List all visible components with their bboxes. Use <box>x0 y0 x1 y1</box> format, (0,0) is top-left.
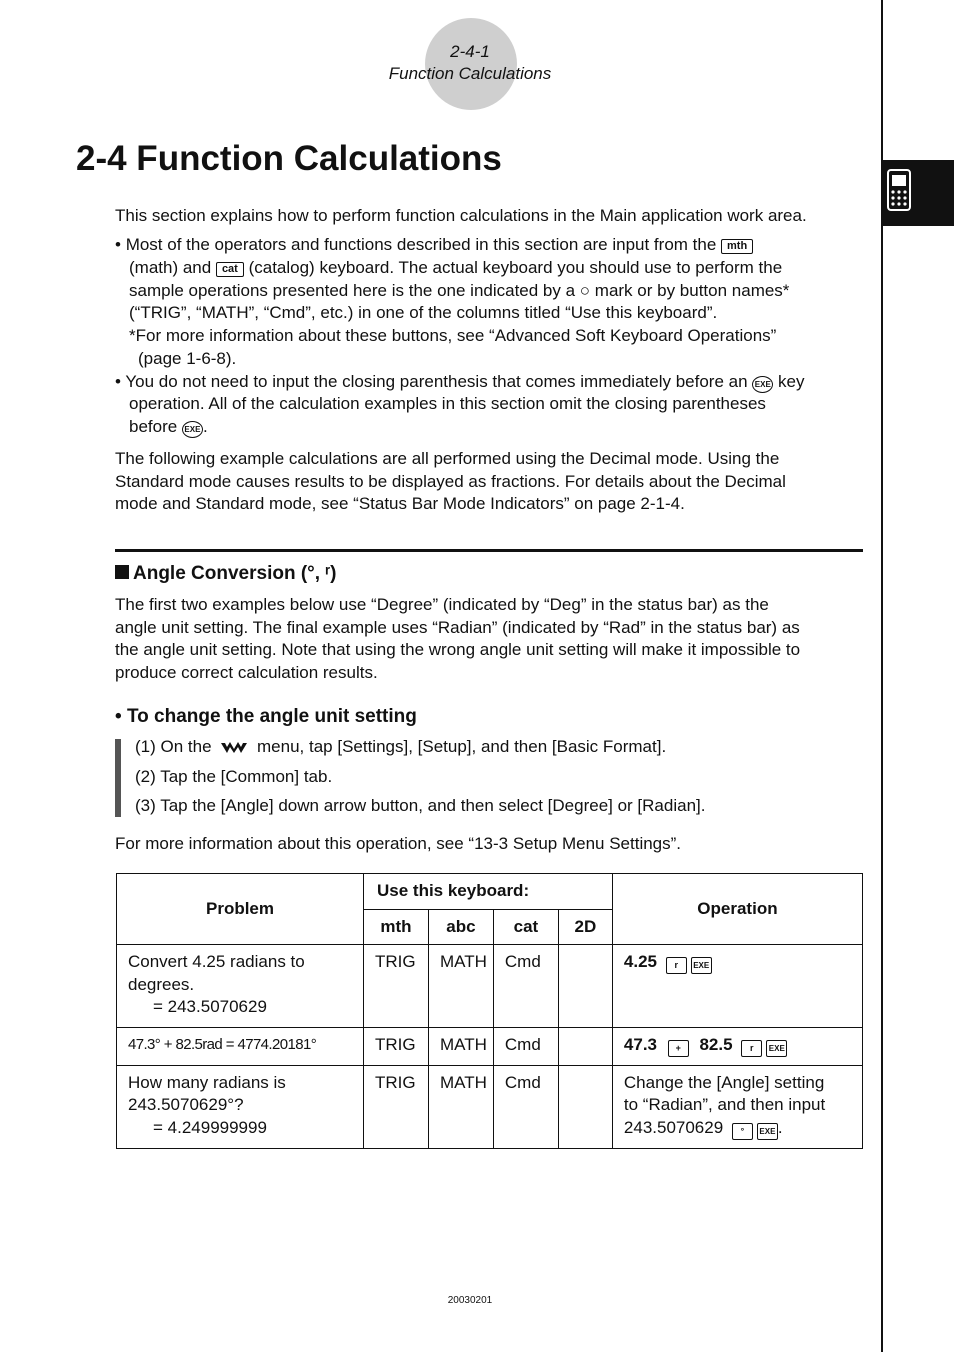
page-title: 2-4 Function Calculations <box>76 139 502 178</box>
footnote-line2: (page 1-6-8). <box>138 349 237 368</box>
radian-key-icon: r <box>741 1040 762 1057</box>
bullet-1-line4: (“TRIG”, “MATH”, “Cmd”, etc.) in one of the columns titled “Use this keyboard”. <box>129 303 718 322</box>
footnote-line1: *For more information about these buttons, see “Advanced Soft Keyboard Operations” <box>129 326 777 345</box>
operation-cell: 47.3 + 82.5 r EXE <box>612 1027 862 1065</box>
step-2: (2) Tap the [Common] tab. <box>135 767 333 786</box>
step-1: (1) On the menu, tap [Settings], [Setup], and then [Basic Format]. <box>135 737 667 756</box>
abc-cell: MATH <box>429 945 494 1028</box>
mth-cell: TRIG <box>364 1065 429 1148</box>
exe-key-icon: EXE <box>182 421 203 438</box>
cat-key-icon: cat <box>216 262 244 277</box>
table-row <box>117 1065 863 1148</box>
intro-text: This section explains how to perform function calculations in the Main application work area. <box>115 206 807 225</box>
header-abc: abc <box>429 909 494 945</box>
para2-line1: The following example calculations are all performed using the Decimal mode. Using the <box>115 449 780 468</box>
operation-cell: Change the [Angle] setting to “Radian”, and then input 243.5070629 ° EXE . <box>612 1065 862 1148</box>
calculator-icon <box>886 168 914 214</box>
2d-cell <box>558 945 612 1028</box>
bullet-dot-icon: • <box>115 706 122 727</box>
header-section: Function Calculations <box>388 64 552 83</box>
mth-key-icon: mth <box>721 239 753 254</box>
header-page-number: 2-4-1 <box>450 42 490 61</box>
more-info-text: For more information about this operation, see “13-3 Setup Menu Settings”. <box>115 834 682 853</box>
main-menu-icon <box>220 741 248 755</box>
table-header-row <box>117 874 863 910</box>
exe-key-icon: EXE <box>691 957 712 974</box>
plus-key-icon: + <box>668 1040 689 1057</box>
2d-cell <box>558 1065 612 1148</box>
header-problem: Problem <box>117 874 364 945</box>
exe-key-icon: EXE <box>766 1040 787 1057</box>
angle-body-line2: angle unit setting. The final example uses “Radian” (indicated by “Rad” in the status bar) as <box>115 618 800 637</box>
abc-cell: MATH <box>429 1027 494 1065</box>
2d-cell <box>558 1027 612 1065</box>
exe-key-icon: EXE <box>757 1123 778 1140</box>
table-row <box>117 1027 863 1065</box>
bullet-2-line3: before EXE . <box>129 417 208 436</box>
mth-cell: TRIG <box>364 945 429 1028</box>
black-square-icon <box>115 565 129 579</box>
header-mth: mth <box>364 909 429 945</box>
mth-cell: TRIG <box>364 1027 429 1065</box>
example-table <box>116 873 863 1149</box>
angle-body-line4: produce correct calculation results. <box>115 663 378 682</box>
section-divider <box>115 549 863 552</box>
table-row <box>117 945 863 1028</box>
problem-cell: How many radians is 243.5070629°? = 4.249999999 <box>117 1065 364 1148</box>
angle-body-line3: the angle unit setting. Note that using the wrong angle unit setting will make it impossible to <box>115 640 801 659</box>
para2-line2: Standard mode causes results to be displayed as fractions. For details about the Decimal <box>115 472 786 491</box>
cat-cell: Cmd <box>493 1065 558 1148</box>
cat-cell: Cmd <box>493 945 558 1028</box>
footer-code: 20030201 <box>447 1295 493 1306</box>
angle-body-line1: The first two examples below use “Degree” (indicated by “Deg” in the status bar) as the <box>115 595 769 614</box>
bullet-2: • You do not need to input the closing parenthesis that comes immediately before an EXE key <box>115 372 805 391</box>
bullet-1: • Most of the operators and functions described in this section are input from the mth <box>115 234 753 257</box>
para2-line3: mode and Standard mode, see “Status Bar Mode Indicators” on page 2-1-4. <box>115 494 685 513</box>
exe-key-icon: EXE <box>752 376 773 393</box>
procedure-heading: • To change the angle unit setting <box>115 706 417 727</box>
bullet-1-line2: (math) and cat (catalog) keyboard. The actual keyboard you should use to perform the <box>129 258 783 277</box>
header-operation: Operation <box>612 874 862 945</box>
bullet-2-line2: operation. All of the calculation examples in this section omit the closing parentheses <box>129 394 766 413</box>
section-heading: Angle Conversion (°, ʳ) <box>115 563 336 585</box>
problem-cell: Convert 4.25 radians to degrees. = 243.5070629 <box>117 945 364 1028</box>
abc-cell: MATH <box>429 1065 494 1148</box>
header-2d: 2D <box>558 909 612 945</box>
step-3: (3) Tap the [Angle] down arrow button, and then select [Degree] or [Radian]. <box>135 796 706 815</box>
radian-key-icon: r <box>666 957 687 974</box>
cat-cell: Cmd <box>493 1027 558 1065</box>
steps-bar <box>115 739 121 817</box>
bullet-1-line3: sample operations presented here is the one indicated by a ○ mark or by button names* <box>129 281 790 300</box>
operation-cell: 4.25 r EXE <box>612 945 862 1028</box>
degree-key-icon: ° <box>732 1123 753 1140</box>
header-cat: cat <box>493 909 558 945</box>
header-use-keyboard: Use this keyboard: <box>364 874 613 910</box>
problem-cell: 47.3° + 82.5rad = 4774.20181° <box>117 1027 364 1065</box>
